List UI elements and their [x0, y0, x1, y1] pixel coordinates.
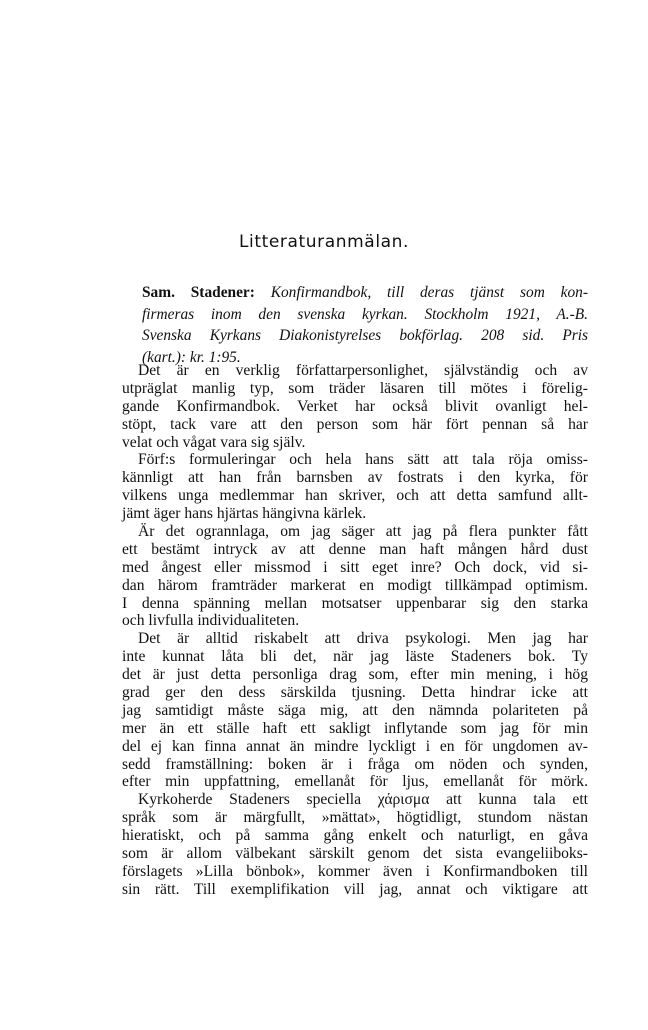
- text-line: jag samtidigt måste säga mig, att den nämnda polariteten på: [122, 701, 588, 719]
- text-line: inte kunnat låta bli det, när jag läste Stadeners bok. Ty: [122, 648, 588, 666]
- text-line: efter min uppfattning, emellanåt för ljus, emellanåt för mörk.: [122, 773, 588, 791]
- text-line: som är allom välbekant särskilt genom det sista evangeliiboks-: [122, 845, 588, 863]
- text-line: ett bestämt intryck av att denne man haft mången hård dust: [122, 540, 588, 558]
- text-line: Kyrkoherde Stadeners speciella χάρισμα att kunna tala ett: [138, 791, 588, 809]
- text-line: vilkens unga medlemmar han skriver, och att detta samfund allt-: [122, 487, 588, 505]
- text-line: Det är alltid riskabelt att driva psykologi. Men jag har: [138, 630, 588, 648]
- text-line: Förf:s formuleringar och hela hans sätt att tala röja omiss-: [138, 451, 588, 469]
- section-heading: Litteraturanmälan.: [238, 232, 410, 252]
- reference-line: [142, 304, 588, 326]
- text-line: jämt äger hans hjärtas hängivna kärlek.: [122, 505, 367, 523]
- text-line: med ångest eller missmod i sitt eget inre? Och dock, vid si-: [122, 558, 588, 576]
- reference-text: (kart.): kr. 1:95.: [142, 348, 241, 366]
- text-line: Är det ogrannlaga, om jag säger att jag på flera punkter fått: [138, 523, 588, 541]
- text-line: stöpt, tack vare att den person som här fört pennan så har: [122, 415, 588, 433]
- book-reference: [142, 282, 588, 368]
- text-line: kännligt att han från barnsben av fostrats i den kyrka, för: [122, 469, 588, 487]
- text-line: del ej kan finna annat än mindre lyckligt i en för ungdomen av-: [122, 737, 588, 755]
- reference-text: firmeras inom den svenska kyrkan. Stockholm 1921, A.-B.: [142, 305, 588, 323]
- reference-author: Sam. Stadener:: [142, 284, 255, 301]
- text-line: sedd framställning: boken är i fråga om nöden och synden,: [122, 755, 588, 773]
- reference-text: Svenska Kyrkans Diakonistyrelses bokförlag. 208 sid. Pris: [142, 327, 588, 344]
- text-line: sin rätt. Till exemplifikation vill jag, annat och viktigare att: [122, 880, 588, 898]
- text-line: det är just detta personliga drag som, efter min mening, i hög: [122, 666, 588, 684]
- text-line: hieratiskt, och på samma gång enkelt och naturligt, en gåva: [122, 827, 588, 845]
- reference-line: [142, 325, 588, 347]
- text-line: I denna spänning mellan motsatser uppenbarar sig den starka: [122, 594, 588, 612]
- text-line: mer än ett ställe haft ett sakligt inflytande som jag för min: [122, 719, 588, 737]
- text-line: Det är en verklig författarpersonlighet, självständig och av: [138, 362, 588, 379]
- text-line: dan härom framträder markerat en modigt tillkämpad optimism.: [122, 576, 588, 594]
- review-body: [122, 362, 588, 899]
- text-line: grad ger den dess särskilda tjusning. Detta hindrar icke att: [122, 684, 588, 702]
- text-line: och livfulla individualiteten.: [122, 612, 300, 630]
- reference-line: [142, 282, 588, 304]
- text-line: utpräglat manlig typ, som träder läsaren till mötes i förelig-: [122, 379, 588, 397]
- text-line: språk som är märgfullt, »mättat», högtidligt, stundom nästan: [122, 809, 588, 827]
- text-line: gande Konfirmandbok. Verket har också blivit ovanligt hel-: [122, 397, 588, 415]
- reference-text: Konfirmandbok, till deras tjänst som kon-: [270, 284, 588, 301]
- text-line: velat och vågat vara sig själv.: [122, 433, 306, 451]
- text-line: förslagets »Lilla bönbok», kommer även i Konfirmandboken till: [122, 862, 588, 880]
